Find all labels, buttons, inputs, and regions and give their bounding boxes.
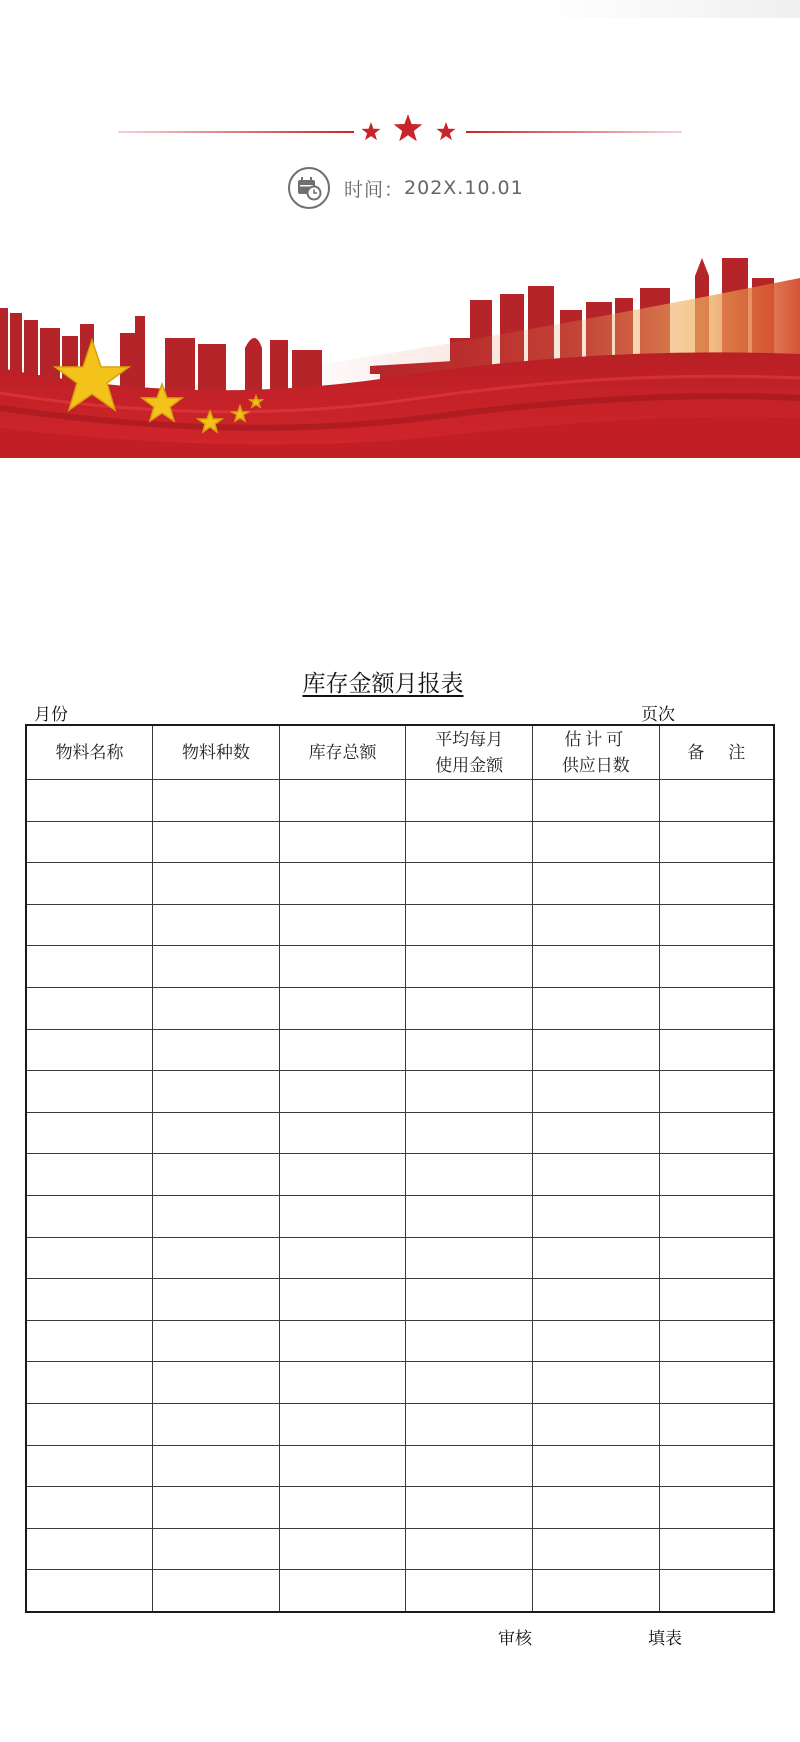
table-cell[interactable] bbox=[26, 780, 153, 822]
table-cell[interactable] bbox=[279, 1195, 406, 1237]
table-cell[interactable] bbox=[406, 1445, 533, 1487]
table-row bbox=[26, 1362, 774, 1404]
page-number-label: 页次 bbox=[641, 705, 675, 724]
table-row bbox=[26, 1029, 774, 1071]
table-row bbox=[26, 1154, 774, 1196]
table-cell[interactable] bbox=[406, 780, 533, 822]
table-cell[interactable] bbox=[659, 1071, 774, 1113]
table-cell[interactable] bbox=[406, 904, 533, 946]
star-group-icon bbox=[358, 112, 468, 152]
table-cell[interactable] bbox=[26, 1403, 153, 1445]
table-cell[interactable] bbox=[406, 1112, 533, 1154]
table-cell[interactable] bbox=[659, 1154, 774, 1196]
column-header-text: 物料名称 bbox=[55, 742, 124, 762]
table-cell[interactable] bbox=[659, 1195, 774, 1237]
star-divider bbox=[118, 112, 682, 152]
table-cell[interactable] bbox=[659, 987, 774, 1029]
table-cell[interactable] bbox=[153, 987, 280, 1029]
table-cell[interactable] bbox=[26, 904, 153, 946]
table-row bbox=[26, 987, 774, 1029]
divider-line-left bbox=[118, 131, 354, 133]
table-cell[interactable] bbox=[406, 1403, 533, 1445]
table-cell[interactable] bbox=[279, 1570, 406, 1612]
table-cell[interactable] bbox=[26, 1195, 153, 1237]
table-cell[interactable] bbox=[659, 1445, 774, 1487]
table-cell[interactable] bbox=[406, 821, 533, 863]
filled-by-label: 填表 bbox=[648, 1629, 682, 1648]
table-cell[interactable] bbox=[26, 987, 153, 1029]
table-cell[interactable] bbox=[26, 1112, 153, 1154]
table-cell[interactable] bbox=[153, 1487, 280, 1529]
table-row bbox=[26, 1112, 774, 1154]
table-cell[interactable] bbox=[153, 1528, 280, 1570]
table-cell[interactable] bbox=[406, 1362, 533, 1404]
table-body bbox=[26, 780, 774, 1612]
table-cell[interactable] bbox=[533, 780, 660, 822]
table-header-row bbox=[26, 725, 774, 780]
table-row bbox=[26, 1279, 774, 1321]
city-skyline-banner bbox=[0, 258, 800, 458]
table-cell[interactable] bbox=[153, 780, 280, 822]
time-value: 202X.10.01 bbox=[404, 177, 524, 199]
table-cell[interactable] bbox=[153, 1237, 280, 1279]
table-cell[interactable] bbox=[533, 1487, 660, 1529]
table-cell[interactable] bbox=[406, 1279, 533, 1321]
star-icon bbox=[437, 122, 456, 140]
table-cell[interactable] bbox=[279, 987, 406, 1029]
calendar-clock-icon bbox=[288, 167, 330, 209]
table-cell[interactable] bbox=[406, 1487, 533, 1529]
table-cell[interactable] bbox=[533, 904, 660, 946]
star-icon bbox=[362, 122, 381, 140]
table-cell[interactable] bbox=[659, 946, 774, 988]
table-cell[interactable] bbox=[533, 1403, 660, 1445]
table-cell[interactable] bbox=[26, 821, 153, 863]
column-header-material-types bbox=[153, 725, 280, 780]
table-cell[interactable] bbox=[659, 1237, 774, 1279]
table-cell[interactable] bbox=[279, 863, 406, 905]
table-cell[interactable] bbox=[279, 1154, 406, 1196]
table-cell[interactable] bbox=[533, 1029, 660, 1071]
table-cell[interactable] bbox=[279, 821, 406, 863]
review-label: 审核 bbox=[498, 1629, 532, 1648]
table-cell[interactable] bbox=[659, 1029, 774, 1071]
table-cell[interactable] bbox=[279, 904, 406, 946]
star-icon bbox=[394, 114, 423, 141]
table-cell[interactable] bbox=[406, 1570, 533, 1612]
table-cell[interactable] bbox=[406, 1320, 533, 1362]
table-cell[interactable] bbox=[533, 987, 660, 1029]
table-row bbox=[26, 821, 774, 863]
table-cell[interactable] bbox=[153, 1071, 280, 1113]
table-cell[interactable] bbox=[533, 946, 660, 988]
table-row bbox=[26, 1071, 774, 1113]
table-cell[interactable] bbox=[26, 1154, 153, 1196]
table-cell[interactable] bbox=[533, 821, 660, 863]
divider-line-right bbox=[466, 131, 682, 133]
table-cell[interactable] bbox=[26, 863, 153, 905]
table-cell[interactable] bbox=[153, 821, 280, 863]
table-cell[interactable] bbox=[659, 863, 774, 905]
table-cell[interactable] bbox=[406, 1154, 533, 1196]
table-cell[interactable] bbox=[279, 1112, 406, 1154]
table-cell[interactable] bbox=[533, 1362, 660, 1404]
table-cell[interactable] bbox=[26, 1029, 153, 1071]
column-header-text: 备注 bbox=[687, 742, 770, 762]
column-header-line2: 供应日数 bbox=[561, 755, 630, 775]
table-cell[interactable] bbox=[153, 1445, 280, 1487]
table-cell[interactable] bbox=[279, 1487, 406, 1529]
table-cell[interactable] bbox=[406, 1528, 533, 1570]
table-cell[interactable] bbox=[533, 1154, 660, 1196]
table-cell[interactable] bbox=[406, 1029, 533, 1071]
table-row bbox=[26, 1528, 774, 1570]
time-row bbox=[288, 165, 524, 211]
table-row bbox=[26, 904, 774, 946]
table-cell[interactable] bbox=[279, 1029, 406, 1071]
table-cell[interactable] bbox=[279, 946, 406, 988]
month-label: 月份 bbox=[34, 705, 68, 724]
column-header-material-name bbox=[26, 725, 153, 780]
table-cell[interactable] bbox=[279, 1445, 406, 1487]
table-cell[interactable] bbox=[279, 1279, 406, 1321]
table-cell[interactable] bbox=[26, 1279, 153, 1321]
table-cell[interactable] bbox=[659, 1112, 774, 1154]
table-cell[interactable] bbox=[659, 904, 774, 946]
table-cell[interactable] bbox=[659, 1487, 774, 1529]
table-cell[interactable] bbox=[659, 1403, 774, 1445]
table-row bbox=[26, 1195, 774, 1237]
table-cell[interactable] bbox=[533, 1528, 660, 1570]
column-header-remarks bbox=[659, 725, 774, 780]
table-cell[interactable] bbox=[533, 1112, 660, 1154]
column-header-supply-days bbox=[533, 725, 660, 780]
column-header-monthly-usage bbox=[406, 725, 533, 780]
table-cell[interactable] bbox=[26, 1320, 153, 1362]
table-cell[interactable] bbox=[26, 1570, 153, 1612]
table-cell[interactable] bbox=[153, 1029, 280, 1071]
report-title: 库存金额月报表 bbox=[302, 671, 464, 696]
table-cell[interactable] bbox=[153, 946, 280, 988]
table-row bbox=[26, 863, 774, 905]
table-cell[interactable] bbox=[659, 1362, 774, 1404]
table-cell[interactable] bbox=[26, 1071, 153, 1113]
column-header-total-inventory bbox=[279, 725, 406, 780]
table-cell[interactable] bbox=[659, 1528, 774, 1570]
table-cell[interactable] bbox=[26, 1237, 153, 1279]
table-cell[interactable] bbox=[406, 1195, 533, 1237]
table-cell[interactable] bbox=[26, 1487, 153, 1529]
table-cell[interactable] bbox=[659, 1570, 774, 1612]
time-label: 时间： bbox=[344, 178, 405, 201]
table-cell[interactable] bbox=[533, 863, 660, 905]
table-row bbox=[26, 946, 774, 988]
table-cell[interactable] bbox=[26, 946, 153, 988]
table-cell[interactable] bbox=[406, 1071, 533, 1113]
table-cell[interactable] bbox=[533, 1237, 660, 1279]
table-cell[interactable] bbox=[26, 1528, 153, 1570]
table-cell[interactable] bbox=[153, 1154, 280, 1196]
table-row bbox=[26, 1487, 774, 1529]
table-row bbox=[26, 1403, 774, 1445]
table-cell[interactable] bbox=[26, 1362, 153, 1404]
table-cell[interactable] bbox=[153, 1403, 280, 1445]
table-cell[interactable] bbox=[533, 1320, 660, 1362]
table-cell[interactable] bbox=[659, 1279, 774, 1321]
table-cell[interactable] bbox=[533, 1279, 660, 1321]
table-row bbox=[26, 780, 774, 822]
table-cell[interactable] bbox=[279, 780, 406, 822]
table-cell[interactable] bbox=[279, 1237, 406, 1279]
table-cell[interactable] bbox=[153, 1112, 280, 1154]
table-cell[interactable] bbox=[659, 1320, 774, 1362]
table-cell[interactable] bbox=[279, 1403, 406, 1445]
table-row bbox=[26, 1320, 774, 1362]
table-cell[interactable] bbox=[153, 1362, 280, 1404]
table-cell[interactable] bbox=[153, 1570, 280, 1612]
table-row bbox=[26, 1445, 774, 1487]
table-cell[interactable] bbox=[533, 1071, 660, 1113]
table-cell[interactable] bbox=[279, 1320, 406, 1362]
table-cell[interactable] bbox=[26, 1445, 153, 1487]
column-header-text: 物料种数 bbox=[181, 742, 250, 762]
column-header-line1: 平均每月 bbox=[435, 729, 504, 749]
table-cell[interactable] bbox=[153, 904, 280, 946]
inventory-report-table bbox=[25, 724, 775, 1613]
table-cell[interactable] bbox=[279, 1071, 406, 1113]
table-cell[interactable] bbox=[406, 946, 533, 988]
table-cell[interactable] bbox=[533, 1445, 660, 1487]
column-header-line1: 估计可 bbox=[564, 729, 628, 749]
table-cell[interactable] bbox=[153, 1320, 280, 1362]
table-cell[interactable] bbox=[279, 1528, 406, 1570]
table-cell[interactable] bbox=[406, 1237, 533, 1279]
column-header-text: 库存总额 bbox=[308, 742, 377, 762]
table-cell[interactable] bbox=[153, 863, 280, 905]
table-cell[interactable] bbox=[659, 821, 774, 863]
column-header-line2: 使用金额 bbox=[435, 755, 504, 775]
top-fade-decoration bbox=[540, 0, 800, 18]
table-cell[interactable] bbox=[406, 863, 533, 905]
table-row bbox=[26, 1570, 774, 1612]
table-cell[interactable] bbox=[533, 1195, 660, 1237]
table-cell[interactable] bbox=[533, 1570, 660, 1612]
table-cell[interactable] bbox=[279, 1362, 406, 1404]
table-row bbox=[26, 1237, 774, 1279]
table-cell[interactable] bbox=[153, 1279, 280, 1321]
table-cell[interactable] bbox=[659, 780, 774, 822]
table-cell[interactable] bbox=[406, 987, 533, 1029]
table-cell[interactable] bbox=[153, 1195, 280, 1237]
